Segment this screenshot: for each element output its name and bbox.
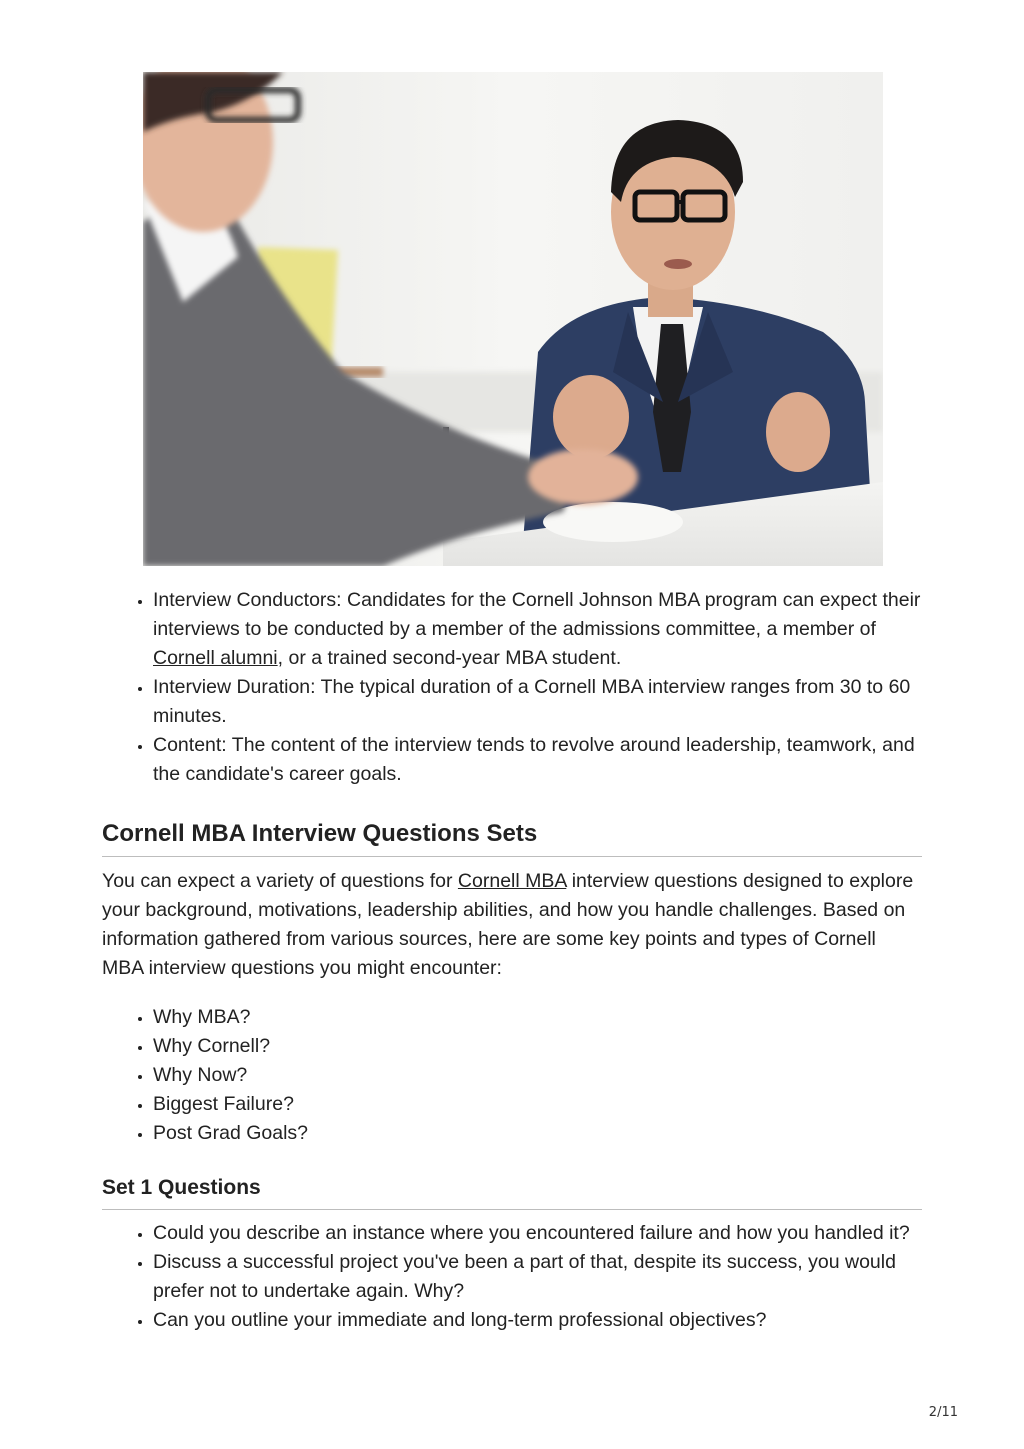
interview-photo <box>143 72 883 566</box>
list-item: • Can you outline your immediate and long-term professional objectives? <box>153 1306 922 1335</box>
question-topics-list <box>102 1003 922 1148</box>
list-item: • Interview Duration: The typical duration of a Cornell MBA interview ranges from 30 to 60 minutes. <box>153 673 922 731</box>
set1-questions-list <box>102 1219 922 1335</box>
cornell-mba-link[interactable]: Cornell MBA <box>457 870 567 892</box>
list-item-text: Interview Conductors: Candidates for the Cornell Johnson MBA program can expect their interviews to be conducted by a member of the admissions committee, a member of <box>153 589 921 640</box>
section-heading: Cornell MBA Interview Questions Sets <box>102 819 922 857</box>
interview-photo-icon <box>143 72 883 566</box>
list-item: • Could you describe an instance where you encountered failure and how you handled it? <box>153 1219 922 1248</box>
content <box>102 584 922 1335</box>
section-paragraph <box>102 867 922 983</box>
page-number: 2/11 <box>928 1405 958 1420</box>
subsection-heading: Set 1 Questions <box>102 1174 922 1210</box>
paragraph-text: interview questions designed to explore your background, motivations, leadership abilities, and how you handle challenges. Based on information gathered from various sources, here are some key points and types of Cornell MBA interview questions you might encounter: <box>102 870 914 979</box>
list-item <box>153 586 922 673</box>
intro-list <box>102 586 922 789</box>
list-item-text: , or a trained second-year MBA student. <box>277 647 622 669</box>
list-item: • Content: The content of the interview tends to revolve around leadership, teamwork, and the candidate's career goals. <box>153 731 922 789</box>
list-item: • Discuss a successful project you've been a part of that, despite its success, you would prefer not to undertake again. Why? <box>153 1248 922 1306</box>
cornell-alumni-link[interactable]: Cornell alumni <box>153 647 278 669</box>
list-item: • Biggest Failure? <box>153 1090 922 1119</box>
list-item: • Why MBA? <box>153 1003 922 1032</box>
list-item: • Why Cornell? <box>153 1032 922 1061</box>
paragraph-text: You can expect a variety of questions for <box>102 870 458 892</box>
list-item: • Post Grad Goals? <box>153 1119 922 1148</box>
list-item: • Why Now? <box>153 1061 922 1090</box>
